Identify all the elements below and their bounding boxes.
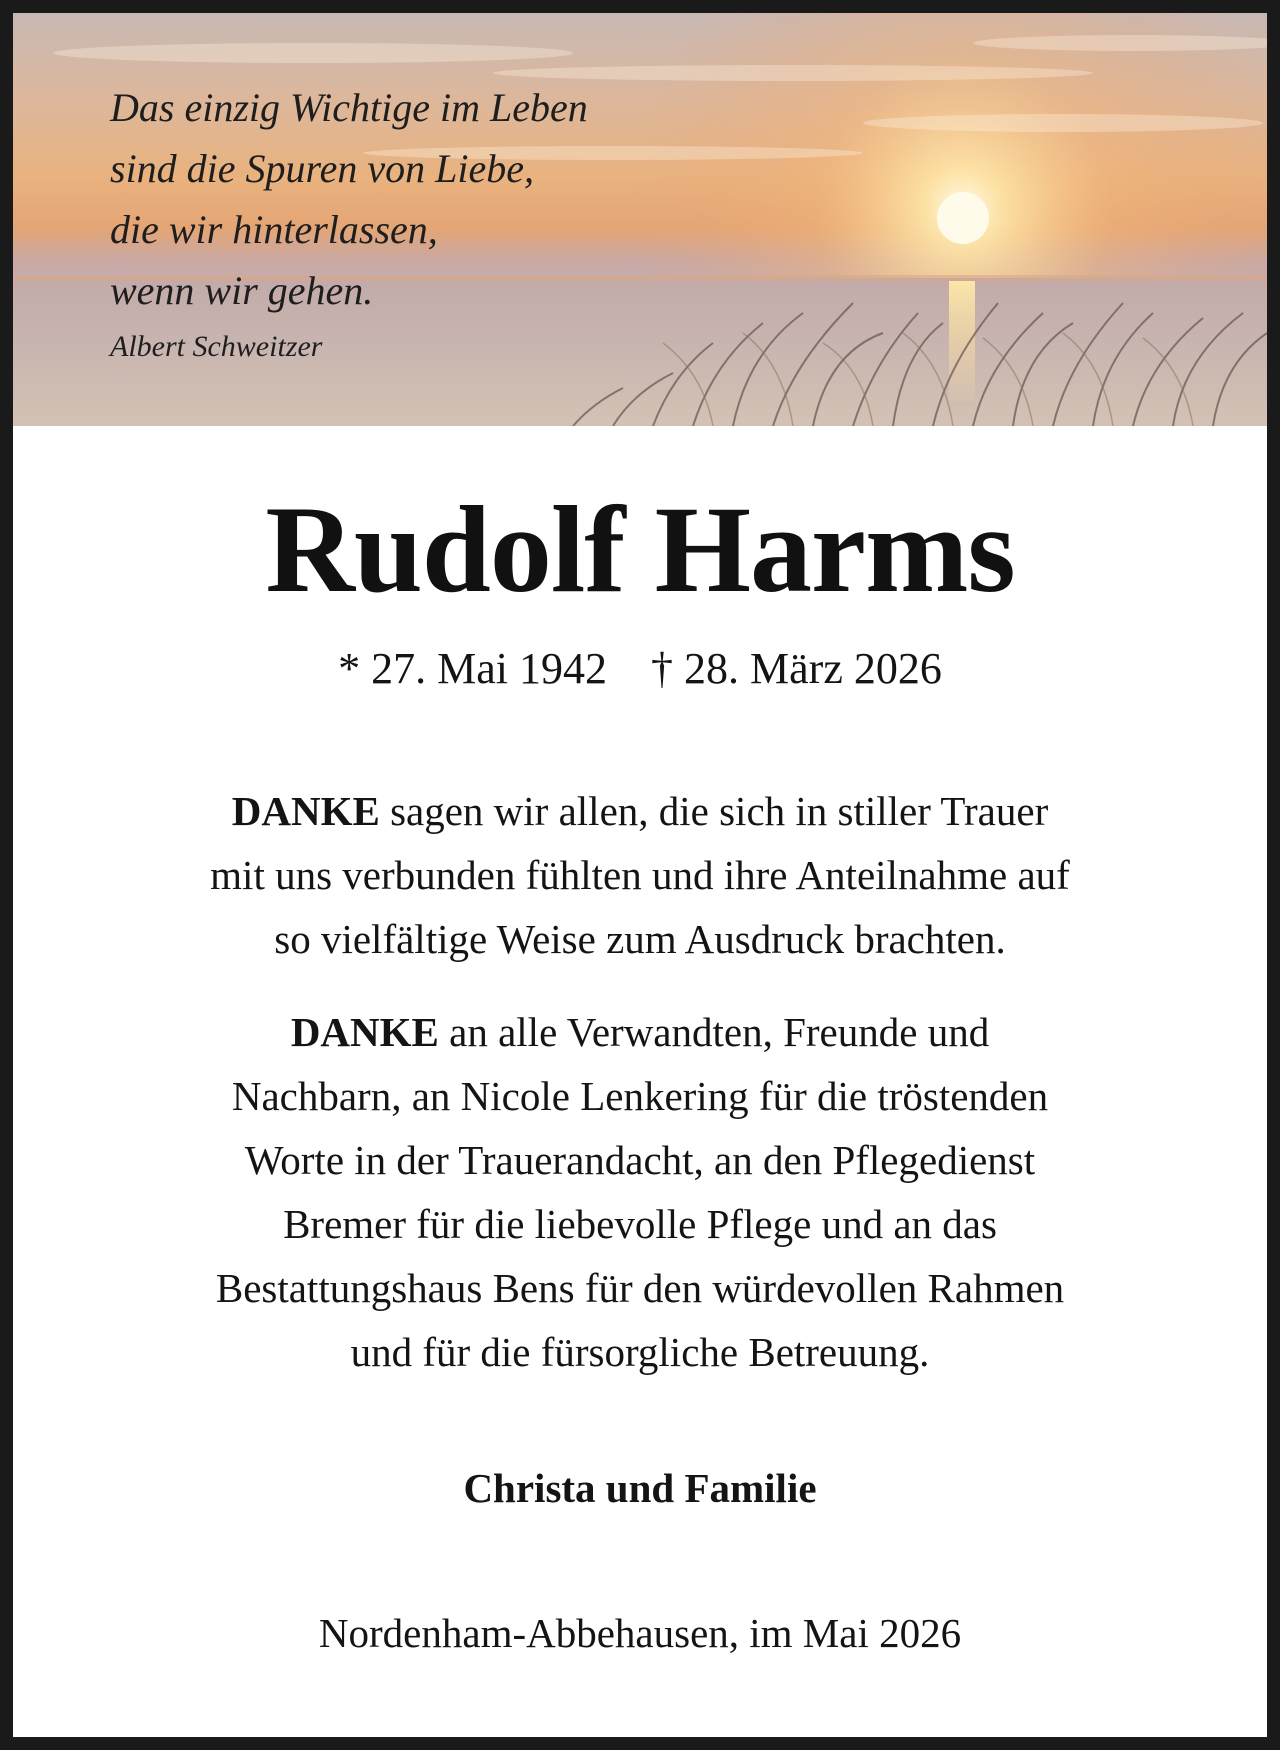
paragraph-line: Worte in der Trauerandacht, an den Pflegedienst xyxy=(244,1137,1036,1183)
paragraph-line: DANKE sagen wir allen, die sich in stiller Trauer xyxy=(231,788,1049,834)
birth-date: * 27. Mai 1942 xyxy=(338,644,608,693)
paragraph-line: Bremer für die liebevolle Pflege und an das xyxy=(283,1201,997,1247)
quote-block xyxy=(110,77,588,367)
life-dates xyxy=(13,644,1267,694)
thanks-paragraph-2 xyxy=(13,1000,1267,1384)
quote-line: sind die Spuren von Liebe, xyxy=(110,146,535,191)
thanks-lead: DANKE xyxy=(231,788,380,834)
sun-icon xyxy=(937,192,989,244)
deceased-name: Rudolf Harms xyxy=(265,481,1015,618)
quote-author: Albert Schweitzer xyxy=(110,330,323,363)
paragraph-line: DANKE an alle Verwandten, Freunde und xyxy=(290,1009,990,1055)
place-and-date: Nordenham-Abbehausen, im Mai 2026 xyxy=(318,1610,962,1656)
paragraph-line: Bestattungshaus Bens für den würdevollen Rahmen xyxy=(215,1265,1065,1311)
sunset-banner xyxy=(13,13,1267,426)
paragraph-line: und für die fürsorgliche Betreuung. xyxy=(350,1329,930,1375)
quote-line: Das einzig Wichtige im Leben xyxy=(110,85,588,130)
thanks-lead: DANKE xyxy=(290,1009,439,1055)
quote-line: wenn wir gehen. xyxy=(110,268,374,313)
thanks-paragraph-1 xyxy=(13,779,1267,971)
signature: Christa und Familie xyxy=(463,1465,817,1511)
paragraph-line: mit uns verbunden fühlten und ihre Anteilnahme auf xyxy=(210,852,1070,898)
paragraph-line: so vielfältige Weise zum Ausdruck brachten. xyxy=(274,916,1006,962)
paragraph-line: Nachbarn, an Nicole Lenkering für die tröstenden xyxy=(231,1073,1049,1119)
death-date: † 28. März 2026 xyxy=(651,644,942,693)
quote-line: die wir hinterlassen, xyxy=(110,207,438,252)
